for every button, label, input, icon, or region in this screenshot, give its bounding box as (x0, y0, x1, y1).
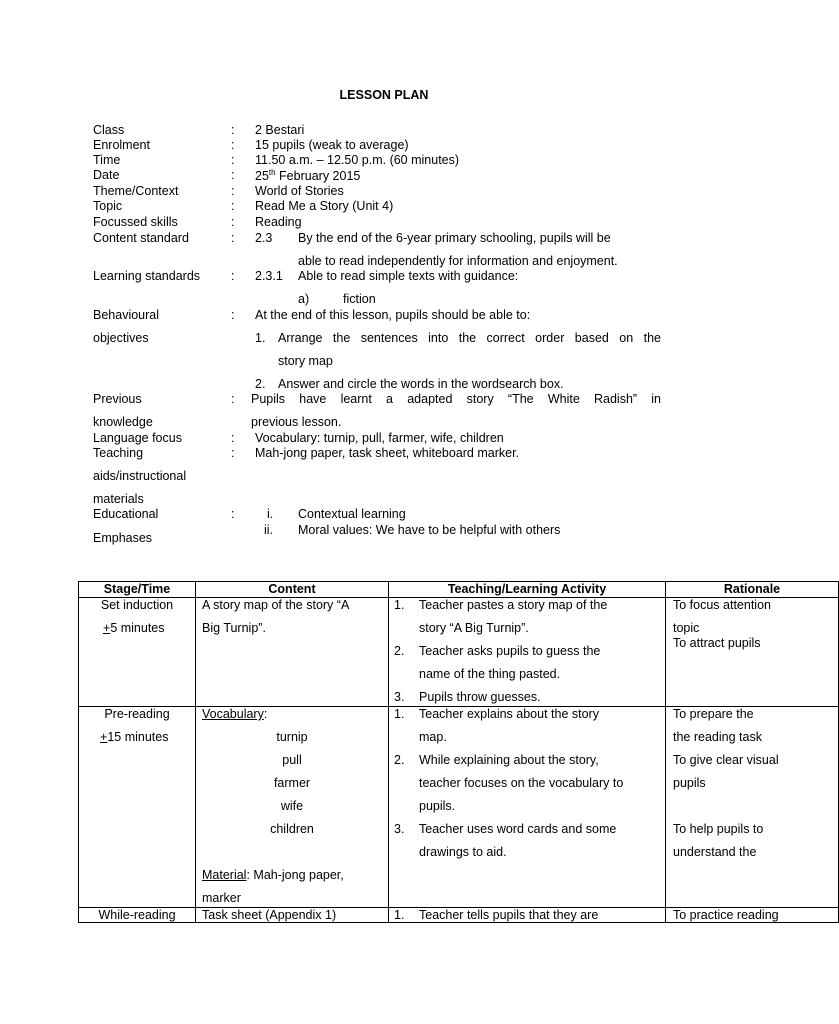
rationale-line: the reading task (673, 730, 762, 744)
content-standard-line2: able to read independently for information and enjoyment. (298, 254, 618, 268)
colon: : (231, 308, 235, 322)
content-standard-line1: By the end of the 6-year primary schooling, pupils will be (298, 231, 611, 245)
objective-line: Answer and circle the words in the wordsearch box. (278, 377, 564, 391)
colon: : (231, 507, 235, 521)
activity-number: 1. (394, 598, 405, 612)
date-value: 25th February 2015 (255, 168, 361, 184)
page-title: LESSON PLAN (339, 88, 429, 102)
rationale-line: pupils (673, 776, 706, 790)
colon: : (231, 168, 235, 182)
activity-number: 2. (394, 753, 405, 767)
rationale-line: understand the (673, 845, 757, 859)
language-value: Vocabulary: turnip, pull, farmer, wife, children (255, 431, 504, 445)
vocab-word: children (270, 822, 314, 836)
vocab-word: wife (280, 799, 304, 813)
stage-name: Set induction (100, 598, 174, 612)
enrolment-label: Enrolment (93, 138, 150, 152)
objective-number: 2. (255, 377, 266, 391)
activity-line: drawings to aid. (419, 845, 507, 859)
vocab-word: pull (282, 753, 302, 767)
rationale-line: To prepare the (673, 707, 754, 721)
activity-line: Teacher asks pupils to guess the (419, 644, 601, 658)
colon: : (231, 231, 235, 245)
colon: : (231, 431, 235, 445)
activity-line: Teacher tells pupils that they are (419, 908, 599, 922)
colon: : (231, 138, 235, 152)
header-activity: Teaching/Learning Activity (389, 582, 666, 598)
activity-line: Teacher uses word cards and some (419, 822, 617, 836)
activity-line: While explaining about the story, (419, 753, 599, 767)
aids-label: Teaching (93, 446, 144, 460)
colon: : (231, 123, 235, 137)
activity-line: teacher focuses on the vocabulary to (419, 776, 624, 790)
activity-number: 3. (394, 690, 405, 704)
activity-line: name of the thing pasted. (419, 667, 561, 681)
previous-line1: Pupils have learnt a adapted story “The White Radish” in (251, 392, 661, 406)
header-stage-time: Stage/Time (79, 582, 196, 598)
theme-value: World of Stories (255, 184, 344, 198)
stage-time: +5 minutes (103, 621, 165, 635)
activity-line: map. (419, 730, 447, 744)
material-line: Material: Mah-jong paper, (202, 868, 344, 882)
table-row (79, 908, 839, 923)
language-label: Language focus (93, 431, 182, 445)
objective-line: Arrange the sentences into the correct order based on the (278, 331, 661, 345)
content-standard-number: 2.3 (255, 231, 273, 245)
objective-number: 1. (255, 331, 266, 345)
previous-label-2: knowledge (93, 415, 153, 429)
colon: : (231, 392, 235, 406)
previous-label: Previous (93, 392, 142, 406)
emphasis-number: ii. (264, 523, 274, 537)
colon: : (231, 269, 235, 283)
learning-standards-sub-text: fiction (343, 292, 376, 306)
time-label: Time (93, 153, 121, 167)
activity-number: 2. (394, 644, 405, 658)
rationale-line: To help pupils to (673, 822, 764, 836)
skills-value: Reading (255, 215, 302, 229)
table-row (79, 707, 839, 908)
behavioural-label-2: objectives (93, 331, 149, 345)
learning-standards-number: 2.3.1 (255, 269, 283, 283)
content-line: Big Turnip”. (202, 621, 266, 635)
colon: : (231, 215, 235, 229)
vocab-word: farmer (273, 776, 311, 790)
behavioural-intro: At the end of this lesson, pupils should be able to: (255, 308, 531, 322)
previous-line2: previous lesson. (251, 415, 342, 429)
emphases-label: Educational (93, 507, 159, 521)
lesson-table (78, 581, 781, 1024)
skills-label: Focussed skills (93, 215, 178, 229)
stage-name: Pre-reading (104, 707, 170, 721)
content-line: Task sheet (Appendix 1) (202, 908, 337, 922)
topic-label: Topic (93, 199, 123, 213)
learning-standards-line1: Able to read simple texts with guidance: (298, 269, 519, 283)
activity-line: Teacher pastes a story map of the (419, 598, 608, 612)
learning-standards-sub-letter: a) (298, 292, 310, 306)
activity-line: Pupils throw guesses. (419, 690, 541, 704)
rationale-line: To focus attention (673, 598, 771, 612)
colon: : (231, 446, 235, 460)
emphasis-text: Moral values: We have to be helpful with others (298, 523, 561, 537)
material-line: marker (202, 891, 241, 905)
activity-line: Teacher explains about the story (419, 707, 599, 721)
class-label: Class (93, 123, 125, 137)
table-header-row (79, 582, 839, 598)
header-content: Content (196, 582, 389, 598)
content-standard-label: Content standard (93, 231, 189, 245)
activity-number: 3. (394, 822, 405, 836)
aids-label-2: aids/instructional (93, 469, 187, 483)
colon: : (231, 199, 235, 213)
header-rationale: Rationale (666, 582, 839, 598)
activity-number: 1. (394, 707, 405, 721)
activity-number: 1. (394, 908, 405, 922)
topic-value: Read Me a Story (Unit 4) (255, 199, 394, 213)
activity-line: pupils. (419, 799, 456, 813)
table-row (79, 598, 839, 707)
date-label: Date (93, 168, 120, 182)
rationale-line: To practice reading (673, 908, 779, 922)
rationale-line: To give clear visual (673, 753, 779, 767)
objective-line: story map (278, 354, 333, 368)
aids-value: Mah-jong paper, task sheet, whiteboard marker. (255, 446, 520, 460)
class-value: 2 Bestari (255, 123, 305, 137)
vocab-word: turnip (276, 730, 308, 744)
theme-label: Theme/Context (93, 184, 179, 198)
content-line: A story map of the story “A (202, 598, 350, 612)
enrolment-value: 15 pupils (weak to average) (255, 138, 409, 152)
time-value: 11.50 a.m. – 12.50 p.m. (60 minutes) (255, 153, 460, 167)
stage-name: While-reading (98, 908, 176, 922)
emphases-label-2: Emphases (93, 531, 153, 545)
emphasis-number: i. (267, 507, 274, 521)
rationale-line: topic (673, 621, 700, 635)
stage-time: +15 minutes (100, 730, 169, 744)
learning-standards-label: Learning standards (93, 269, 201, 283)
activity-line: story “A Big Turnip”. (419, 621, 529, 635)
aids-label-3: materials (93, 492, 144, 506)
vocabulary-label: Vocabulary: (202, 707, 268, 721)
emphasis-text: Contextual learning (298, 507, 406, 521)
colon: : (231, 153, 235, 167)
colon: : (231, 184, 235, 198)
rationale-line: To attract pupils (673, 636, 761, 650)
behavioural-label: Behavioural (93, 308, 160, 322)
